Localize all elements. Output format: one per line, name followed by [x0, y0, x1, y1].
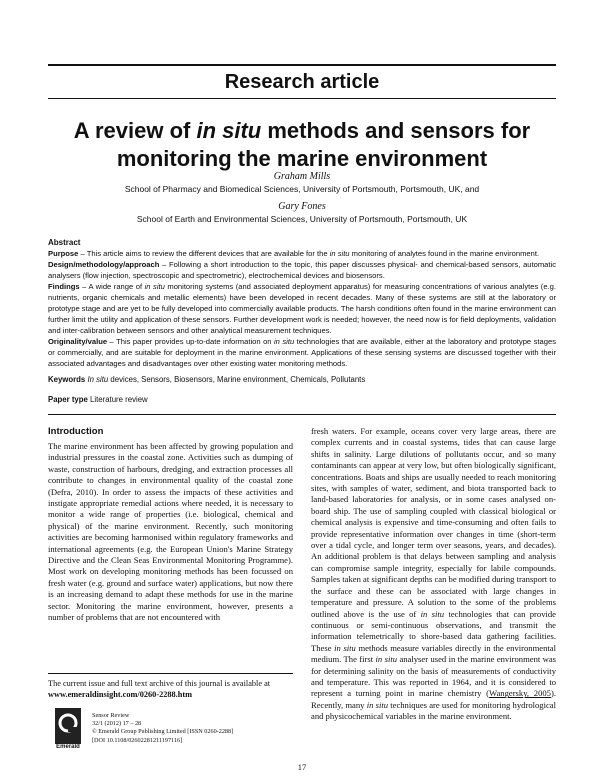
right-text-f: techniques are used for monitoring hydrological and physicochemical variables in the marine environment. — [311, 699, 556, 722]
keywords-first: In situ — [87, 375, 109, 384]
right-text-d: analyser used in the marine environment was for determining salinity on the basis of measurements of conductivity and temperature. This was reported in 1964, and it is considered to represent a turning point in marine chemistry ( — [311, 654, 557, 699]
emerald-logo — [55, 708, 81, 752]
abstract — [48, 237, 556, 369]
article-type-label: Research article — [224, 71, 380, 93]
design-text: – Following a short introduction to the topic, this paper discusses physical- and chemical-based sensors, automatic analysers (flow injection, spectroscopic and spectrometric), electrochemical devices and biosensors. — [48, 260, 556, 280]
purpose-text-b: monitoring of analytes found in the marine environment. — [349, 249, 540, 258]
header-bottom-rule — [48, 98, 556, 99]
archive-note-line-1: The current issue and full text archive of this journal is available at — [48, 679, 271, 688]
abstract-heading: Abstract — [48, 238, 81, 247]
abstract-originality — [48, 336, 556, 369]
abstract-findings — [48, 281, 556, 336]
right-text-c: methods measure variables directly in the environmental medium. The first — [311, 642, 556, 665]
affiliation-2: School of Earth and Environmental Sciences, University of Portsmouth, Portsmouth, UK — [136, 214, 468, 224]
affiliation-1: School of Pharmacy and Biomedical Sciences, University of Portsmouth, Portsmouth, UK, and — [124, 184, 480, 194]
publication-info — [92, 712, 297, 745]
journal-issue: 32/1 (2012) 17 – 28 — [92, 720, 142, 728]
copyright-notice: © Emerald Group Publishing Limited [ISSN 0260-2288] — [92, 728, 234, 736]
findings-text-b: monitoring systems (and associated deployment apparatus) for measuring concentrations of various analytes (e.g. nutrients, organic chemicals and metallic elements) have been developed in recent decades. Many of these systems are still at the laboratory or prototype stage and are yet to be fully developed into commercially available products. The harsh conditions often found in the marine environment can further limit the utility and application of these sensors. Further development work is needed; however, the need now is for field deployments, validation and inter-calibration between sensors and other analytical measurement techniques. — [48, 282, 556, 335]
right-italic-2: in situ — [334, 642, 356, 653]
purpose-text-italic: in situ — [329, 249, 350, 258]
abstract-design — [48, 259, 556, 281]
introduction-paragraph-1: The marine environment has been affected by growing population and industrial pressures in the coastal zone. Activities such as dumping of waste, construction of harbours, dredging, and extraction processes all contribute to changes in environmental quality of the coastal zone (Defra, 2010). In order to assess the impacts of these activities and instigate appropriate remedial actions where needed, it is necessary to monitor a wide range of properties (i.e. biological, chemical and physical) of the marine environment. Recently, such monitoring activities are becoming harmonised within regulatory frameworks and international agreements (e.g. the European Union's Marine Strategy Directive and the Clean Seas Environmental Monitoring Programme). Most work on developing monitoring methods has been focussed on fresh water (e.g. ground and surface water) applications, but now there is an increasing demand to adapt these methods for use in the marine sector. Monitoring the marine environment, however, presents a number of problems that are not encountered with — [48, 441, 293, 623]
section-divider — [48, 414, 556, 415]
findings-label: Findings — [48, 282, 80, 291]
originality-label: Originality/value — [48, 337, 108, 346]
title-line-2: monitoring the marine environment — [116, 146, 488, 171]
paper-type-label: Paper type — [48, 395, 88, 404]
right-italic-1: in situ — [420, 608, 445, 619]
findings-text-a: – A wide range of — [79, 282, 145, 291]
title-in-situ: in situ — [196, 118, 262, 143]
author-1: Graham Mills — [273, 171, 331, 182]
right-text-a: fresh waters. For example, oceans cover very large areas, there are complex currents and in coastal systems, tides that can cause large shifts in salinity. Large dilutions of pollutants occur, and so many contaminants can appear at very low, but often biologically significant, concentrations. Boats and ships are usually needed to reach monitoring sites, with samples of water, sediment, and biota transported back to land-based laboratories for analysis, or in some cases analysed on-board ship. The use of sampling coupled with classical biological or chemical analysis is expensive and time-consuming and often fails to provide representative information over changes in time (short-term over a tidal cycle, and longer term over seasons, years, and decades). An additional problem is that delays between sampling and analysis can compromise sample integrity, especially for labile compounds. Samples taken at significant depths can be modified during transport to the surface and these can be associated with large changes in temperature and pressure. A solution to the some of the problems outlined above is the use of — [311, 426, 556, 619]
title-part-2: methods and sensors for — [261, 118, 531, 143]
introduction-heading: Introduction — [48, 426, 104, 437]
keywords — [48, 375, 556, 384]
article-title — [48, 117, 556, 173]
doi: [DOI 10.1108/02602281211197116] — [92, 736, 183, 744]
originality-text-a: – This paper provides up-to-date information on — [107, 337, 274, 346]
keywords-list: devices, Sensors, Biosensors, Marine environment, Chemicals, Pollutants — [108, 375, 366, 384]
title-part-1: A review of — [73, 118, 197, 143]
header-top-rule — [48, 64, 556, 66]
journal-name: Sensor Review — [92, 712, 130, 719]
findings-text-italic: in situ — [144, 282, 165, 291]
introduction-paragraph-2 — [311, 426, 556, 723]
citation-link-wangersky[interactable]: Wangersky, 2005 — [489, 688, 551, 699]
design-label: Design/methodology/approach — [48, 260, 160, 269]
originality-text-italic: in situ — [273, 337, 295, 346]
footnote-rule — [48, 673, 293, 674]
introduction-left-column — [48, 441, 293, 624]
right-italic-3: in situ — [375, 654, 398, 665]
right-italic-4: in situ — [366, 699, 389, 710]
emerald-logo-text: Emerald — [56, 744, 80, 750]
purpose-label: Purpose — [48, 249, 79, 258]
right-text-e: ). Recently, many — [311, 688, 556, 710]
abstract-purpose — [48, 248, 556, 259]
paper-type — [48, 395, 556, 404]
originality-text-b: technologies that are available, either at the laboratory and prototype stages or commercially, and are suitable for deployment in the marine environment. Applications of these sensing systems are discussed together with their associated advantages and disadvantages over other existing water monitoring methods. — [48, 337, 556, 368]
paper-type-value: Literature review — [90, 395, 148, 404]
purpose-text-a: – This article aims to review the different devices that are available for the — [78, 249, 330, 258]
keywords-label: Keywords — [48, 375, 86, 384]
introduction-right-column — [311, 426, 556, 723]
archive-url[interactable]: www.emeraldinsight.com/0260-2288.htm — [48, 690, 193, 699]
page-number: 17 — [297, 762, 307, 772]
archive-note — [48, 678, 293, 700]
author-2: Gary Fones — [278, 201, 326, 212]
right-text-b: technologies that can provide continuous or semi-continuous observations, and transmit the information telemetrically to shore-based data gathering facilities. These — [311, 608, 556, 653]
